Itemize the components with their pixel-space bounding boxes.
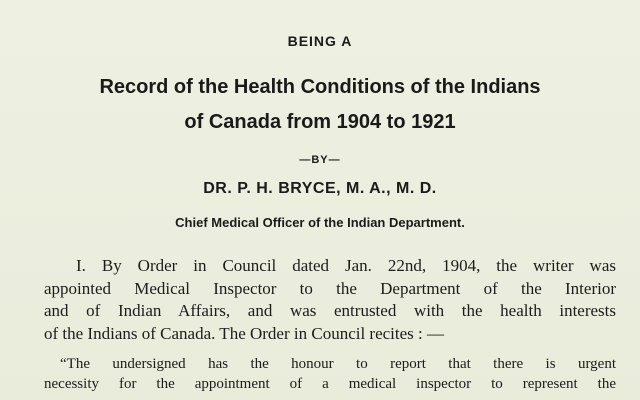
body-paragraph-1	[44, 255, 616, 345]
author-position: Chief Medical Officer of the Indian Department.	[175, 215, 465, 230]
paragraph-line: I. By Order in Council dated Jan. 22nd, 1904, the writer was	[76, 256, 616, 275]
quote-line: “The undersigned has the honour to report that there is urgent	[60, 356, 616, 372]
title-line-1: Record of the Health Conditions of the Indians	[99, 76, 541, 98]
paragraph-line: of the Indians of Canada. The Order in Council recites : —	[44, 323, 445, 343]
paragraph-line: and of Indian Affairs, and was entrusted with the health interests	[44, 301, 616, 320]
paragraph-line: appointed Medical Inspector to the Department of the Interior	[44, 278, 616, 298]
author-name: DR. P. H. BRYCE, M. A., M. D.	[203, 180, 437, 197]
subtitle-being: BEING A	[287, 33, 353, 49]
quote-line: necessity for the appointment of a medical inspector to represent the	[44, 376, 616, 392]
title-line-2: of Canada from 1904 to 1921	[184, 111, 456, 133]
by-label: —BY—	[299, 154, 341, 166]
quoted-text	[44, 354, 616, 394]
